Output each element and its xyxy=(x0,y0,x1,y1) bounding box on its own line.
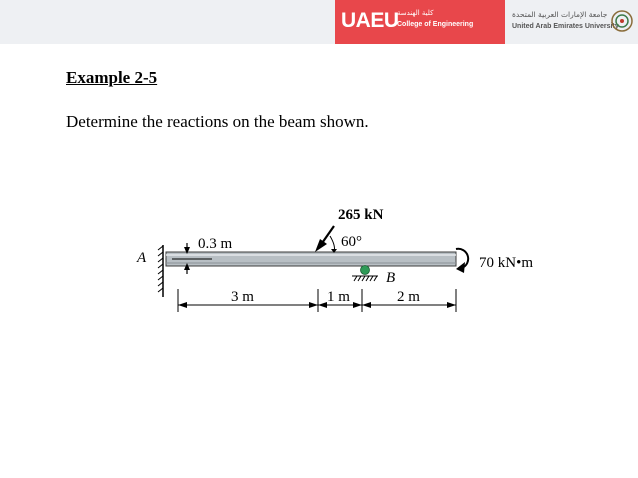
moment-label: 70 kN•m xyxy=(479,255,534,271)
beam-diagram xyxy=(0,195,638,325)
university-name: United Arab Emirates University xyxy=(512,23,619,30)
university-seal-icon xyxy=(611,10,633,32)
example-title: Example 2-5 xyxy=(66,68,158,87)
brand-block xyxy=(335,0,505,44)
university-arabic-name: جامعة الإمارات العربية المتحدة xyxy=(512,10,608,19)
support-a-label: A xyxy=(137,250,147,266)
roller-support-b xyxy=(352,266,378,282)
dimension-label-2m: 2 m xyxy=(397,289,420,305)
moment-arrow xyxy=(456,249,468,273)
header-bar xyxy=(0,0,638,44)
college-name: College of Engineering xyxy=(397,21,474,28)
wall-hatch xyxy=(158,245,163,297)
dimension-label-1m: 1 m xyxy=(327,289,350,305)
uaeu-logo: UAEU xyxy=(341,9,399,32)
support-b-label: B xyxy=(386,270,396,286)
problem-statement: Determine the reactions on the beam shown. xyxy=(66,112,369,131)
dimension-label-3m: 3 m xyxy=(231,289,254,305)
force-angle-label: 60° xyxy=(341,234,362,250)
force-label: 265 kN xyxy=(338,207,384,223)
college-arabic-name: كلية الهندسة xyxy=(397,9,434,17)
offset-label: 0.3 m xyxy=(198,236,233,252)
